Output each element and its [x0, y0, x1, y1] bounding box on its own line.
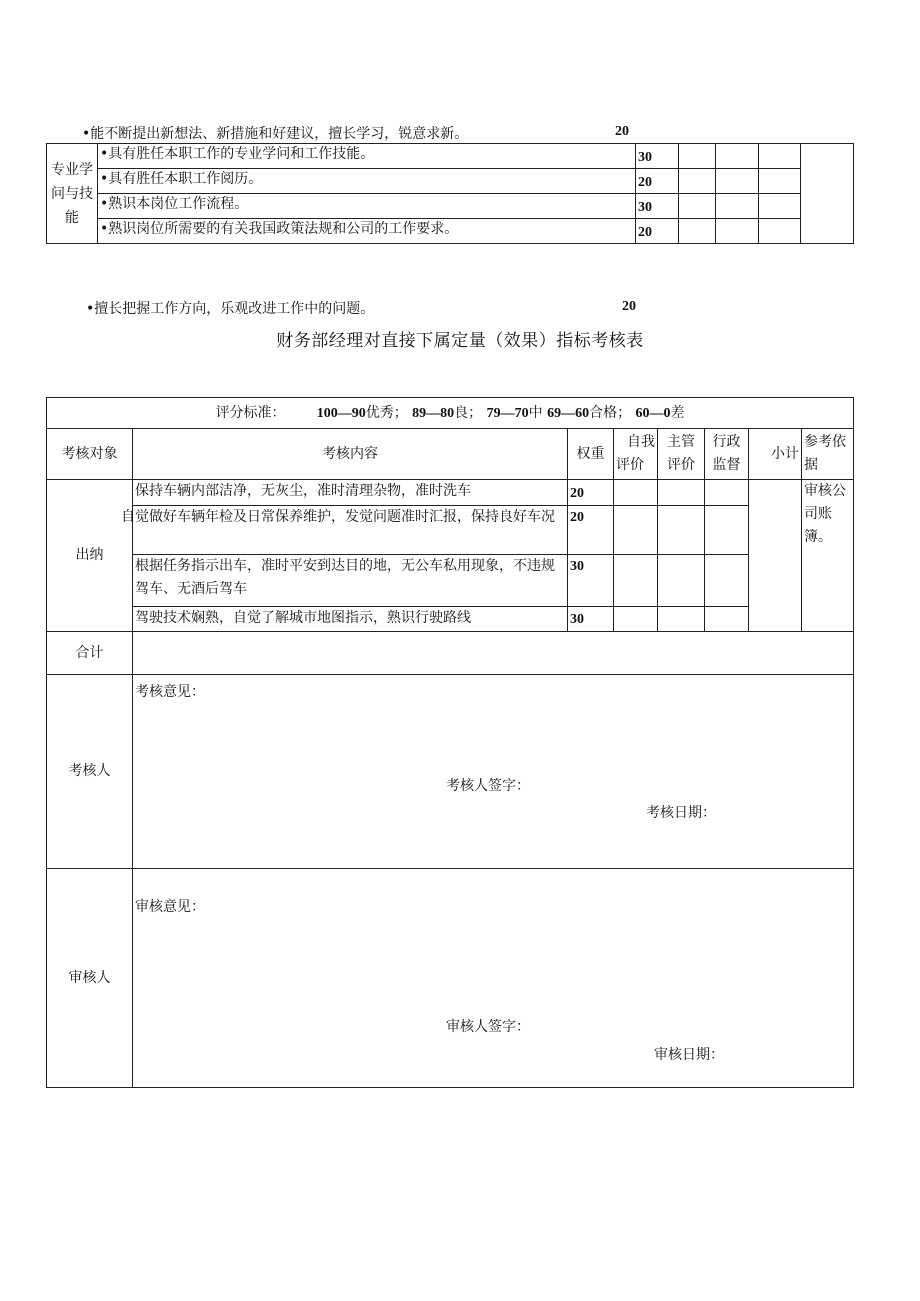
header-content: 考核内容: [133, 429, 568, 480]
total-label: 合计: [47, 632, 133, 675]
criteria-score: 20: [615, 124, 629, 139]
skill-weight: 30: [636, 194, 679, 219]
auditor-opinion-label: 审核意见：: [135, 899, 205, 915]
score-cell[interactable]: [679, 194, 716, 219]
header-line: 参考依: [804, 434, 846, 450]
skill-text: •熟识本岗位工作流程。: [98, 194, 636, 219]
reviewer-opinion-label: 考核意见：: [135, 684, 205, 700]
auditor-label: 审核人: [47, 869, 133, 1088]
subtotal-cell[interactable]: [749, 480, 802, 632]
standard-range: 100—90: [316, 405, 366, 421]
criteria-text: •擅长把握工作方向，乐观改进工作中的问题。: [86, 301, 375, 317]
weight-cell: 20: [568, 506, 614, 555]
score-cell[interactable]: [679, 144, 716, 169]
standard-range: 60—0: [635, 405, 671, 421]
auditor-date-label: 审核日期：: [654, 1047, 724, 1063]
standard-grade: 差: [670, 404, 685, 421]
table-row: [47, 607, 854, 632]
skill-weight: 20: [636, 169, 679, 194]
weight-cell: 20: [568, 480, 614, 506]
criteria-line-direction: [86, 298, 374, 318]
standard-range: 79—70: [486, 405, 529, 421]
weight-cell: 30: [568, 607, 614, 632]
standard-grade: 良；: [454, 404, 483, 421]
content-cell: 保持车辆内部洁净，无灰尘，准时清理杂物，准时洗车: [133, 480, 568, 506]
auditor-signature-label: 审核人签字：: [446, 1019, 530, 1035]
header-line: 评价: [667, 457, 695, 473]
self-eval-cell[interactable]: [614, 506, 658, 555]
content-cell: 驾驶技术娴熟，自觉了解城市地图指示，熟识行驶路线: [133, 607, 568, 632]
standard-row: [47, 398, 854, 429]
content-cell: 根据任务指示出车，准时平安到达目的地，无公车私用现象，不违规驾车、无酒后驾车: [133, 555, 568, 607]
manager-eval-cell[interactable]: [658, 480, 705, 506]
admin-cell[interactable]: [705, 506, 749, 555]
weight-cell: 30: [568, 555, 614, 607]
header-line: 监督: [712, 457, 741, 473]
skills-table: [46, 143, 854, 244]
total-cell[interactable]: [133, 632, 854, 675]
reviewer-label: 考核人: [47, 675, 133, 869]
standard-grade: 优秀；: [365, 404, 408, 421]
reviewer-opinion-cell[interactable]: [133, 675, 854, 869]
header-line: 自我: [627, 434, 655, 450]
table-row: [47, 194, 854, 219]
admin-cell[interactable]: [705, 480, 749, 506]
table-row: [47, 219, 854, 244]
page-title: 财务部经理对直接下属定量（效果）指标考核表: [276, 331, 644, 351]
auditor-opinion-cell[interactable]: [133, 869, 854, 1088]
header-row: [47, 429, 854, 480]
reference-cell: [802, 480, 854, 632]
skill-weight: 30: [636, 144, 679, 169]
score-cell[interactable]: [801, 144, 854, 244]
reference-line: 审核公: [804, 483, 846, 499]
score-cell[interactable]: [716, 144, 759, 169]
reference-line: 司账: [804, 506, 832, 522]
header-reference: [802, 429, 854, 480]
score-cell[interactable]: [716, 169, 759, 194]
header-self-eval: [614, 429, 658, 480]
assessment-table: [46, 397, 854, 1088]
standard-grade: 中: [528, 404, 543, 421]
header-line: 行政: [712, 434, 741, 450]
table-row: [47, 144, 854, 169]
content-cell: 自觉做好车辆年检及日常保养维护，发觉问题准时汇报，保持良好车况: [133, 506, 568, 555]
criteria-line-innovation: [82, 123, 468, 143]
score-cell[interactable]: [716, 219, 759, 244]
header-line: 评价: [616, 457, 644, 473]
table-row: [47, 480, 854, 506]
standard-range: 69—60: [547, 405, 590, 421]
reviewer-signature-label: 考核人签字：: [446, 778, 530, 794]
standard-label: 评分标准：: [215, 404, 286, 421]
header-target: 考核对象: [47, 429, 133, 480]
table-row: [47, 555, 854, 607]
header-admin: [705, 429, 749, 480]
self-eval-cell[interactable]: [614, 607, 658, 632]
skill-weight: 20: [636, 219, 679, 244]
reviewer-row: [47, 675, 854, 869]
table-row: [47, 169, 854, 194]
auditor-row: [47, 869, 854, 1088]
score-cell[interactable]: [679, 169, 716, 194]
scoring-standard: [47, 398, 854, 429]
self-eval-cell[interactable]: [614, 480, 658, 506]
category-line: 专业学: [51, 161, 93, 178]
score-cell[interactable]: [759, 219, 801, 244]
header-line: 主管: [667, 434, 695, 450]
score-cell[interactable]: [716, 194, 759, 219]
manager-eval-cell[interactable]: [658, 607, 705, 632]
score-cell[interactable]: [759, 194, 801, 219]
header-subtotal: 小计: [749, 429, 802, 480]
manager-eval-cell[interactable]: [658, 555, 705, 607]
skill-text: •具有胜任本职工作的专业学问和工作技能。: [98, 144, 636, 169]
score-cell[interactable]: [679, 219, 716, 244]
standard-grade: 合格；: [589, 404, 632, 421]
standard-range: 89—80: [412, 405, 455, 421]
target-cell: 出纳: [47, 480, 133, 632]
self-eval-cell[interactable]: [614, 555, 658, 607]
total-row: [47, 632, 854, 675]
header-line: 据: [804, 457, 818, 473]
admin-cell[interactable]: [705, 607, 749, 632]
skill-text: •熟识岗位所需要的有关我国政策法规和公司的工作要求。: [98, 219, 636, 244]
criteria-text: •能不断提出新想法、新措施和好建议，擅长学习，锐意求新。: [82, 126, 469, 142]
admin-cell[interactable]: [705, 555, 749, 607]
category-cell: [47, 144, 98, 244]
header-manager-eval: [658, 429, 705, 480]
table-row: [47, 506, 854, 555]
criteria-score: 20: [622, 299, 636, 314]
score-cell[interactable]: [759, 144, 801, 169]
manager-eval-cell[interactable]: [658, 506, 705, 555]
reference-line: 簿。: [804, 529, 832, 545]
skill-text: •具有胜任本职工作阅历。: [98, 169, 636, 194]
header-weight: 权重: [568, 429, 614, 480]
category-line: 问与技: [51, 185, 93, 202]
score-cell[interactable]: [759, 169, 801, 194]
category-line: 能: [65, 209, 79, 226]
reviewer-date-label: 考核日期：: [646, 805, 716, 821]
